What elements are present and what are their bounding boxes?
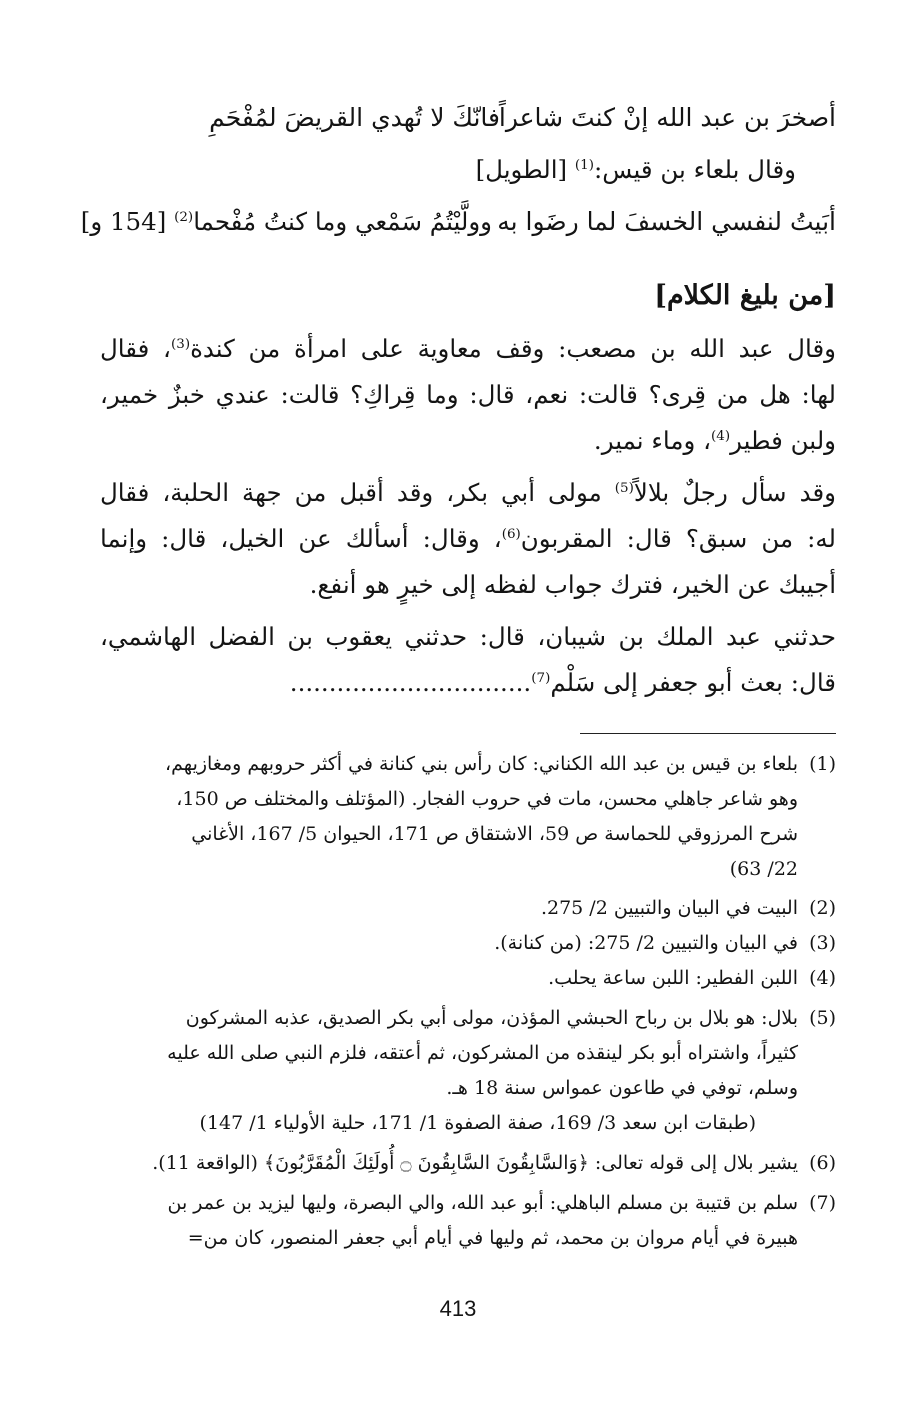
- paragraph-1-line-3-text: ولبن فطير: [730, 426, 836, 455]
- paragraph-3-line-1: حدثني عبد الملك بن شيبان، قال: حدثني يعقوب بن الفضل الهاشمي،: [100, 622, 836, 651]
- verse-2-second-hemistich: [81, 207, 492, 236]
- verse-1-second-hemistich: فانّكَ لا تُهدي القريضَ لمُفْحَمِ: [209, 103, 500, 132]
- verse-2-first-hemistich: أبَيتُ لنفسي الخسفَ لما رضَوا به: [497, 207, 836, 236]
- meter-label: [الطويل]: [475, 155, 568, 184]
- paragraph-2-line-2: [100, 524, 836, 553]
- paragraph-2-line-1-end: مولى أبي بكر، وقد أقبل من جهة الحلبة، فقال: [100, 478, 615, 507]
- paragraph-1-line-1-end: ، فقال: [100, 334, 171, 363]
- footnote-7-line-2: هبيرة في أيام مروان بن محمد، ثم وليها في أيام أبي جعفر المنصور، كان من=: [187, 1227, 798, 1249]
- footnote-ref-4[interactable]: (4): [711, 427, 731, 444]
- footnote-5-line-3: وسلم، توفي في طاعون عمواس سنة 18 هـ.: [446, 1077, 798, 1099]
- verse-2-second-hemistich-text: وولَّيْتُمُ سَمْعي وما كنتُ مُفْحما: [193, 207, 492, 236]
- footnote-5-number: (5): [809, 1007, 836, 1029]
- footnote-1-text: بلعاء بن قيس بن عبد الله الكناني: كان رأس بني كنانة في أكثر حروبهم ومغازيهم،: [165, 753, 798, 775]
- footnote-1-number: (1): [809, 753, 836, 775]
- footnote-7-line-1: [168, 1192, 836, 1214]
- footnote-3-text: في البيان والتبيين 2/ 275: (من كنانة).: [494, 932, 798, 954]
- footnote-2-number: (2): [809, 897, 836, 919]
- footnote-ref-7[interactable]: (7): [531, 669, 551, 686]
- section-heading: [من بليغ الكلام]: [654, 280, 836, 311]
- paragraph-2-line-2-end: ، وقال: أسألك عن الخيل، قال: وإنما: [100, 524, 502, 553]
- paragraph-2-line-2-text: له: من سبق؟ قال: المقربون: [520, 524, 837, 553]
- footnote-1-line-2: وهو شاعر جاهلي محسن، مات في حروب الفجار. (المؤتلف والمختلف ص 150،: [176, 788, 798, 810]
- verse-2-intro-text: وقال بلعاء بن قيس:: [594, 155, 796, 184]
- footnote-6: [152, 1152, 836, 1174]
- footnote-ref-1[interactable]: (1): [574, 156, 595, 173]
- footnote-5-line-2: كثيراً، واشتراه أبو بكر لينقذه من المشركون، ثم أعتقه، فلزم النبي صلى الله عليه: [167, 1042, 798, 1064]
- paragraph-1-line-3: [594, 426, 836, 455]
- paragraph-2-line-1: [100, 478, 836, 507]
- verse-1-first-hemistich: أصخرَ بن عبد الله إنْ كنتَ شاعراً: [498, 103, 836, 132]
- footnote-4: [548, 967, 836, 989]
- footnote-5-text: بلال: هو بلال بن رباح الحبشي المؤذن، مولى أبي بكر الصديق، عذبه المشركون: [185, 1007, 798, 1029]
- footnote-6-number: (6): [809, 1152, 836, 1174]
- footnote-4-number: (4): [809, 967, 836, 989]
- paragraph-3-line-2: [290, 668, 836, 697]
- paragraph-1-line-1: [100, 334, 836, 363]
- footnote-3-number: (3): [809, 932, 836, 954]
- page-number: 413: [439, 1296, 477, 1321]
- footnote-5-line-1: [186, 1007, 836, 1029]
- footnote-6-text: يشير بلال إلى قوله تعالى: ﴿وَالسَّابِقُونَ السَّابِقُونَ ۝ أُولَئِكَ الْمُقَرَّبُونَ﴾ (الواقعة 11).: [152, 1152, 798, 1174]
- footnote-1-line-1: [165, 753, 836, 775]
- footnote-1-line-3: شرح المرزوقي للحماسة ص 59، الاشتقاق ص 171، الحيوان 5/ 167، الأغاني: [191, 823, 798, 845]
- footnote-3: [494, 932, 836, 954]
- footnote-5-line-4: (طبقات ابن سعد 3/ 169، صفة الصفوة 1/ 171، حلية الأولياء 1/ 147): [199, 1112, 756, 1134]
- footnote-separator: [580, 733, 836, 734]
- footnote-2-text: البيت في البيان والتبيين 2/ 275.: [540, 897, 798, 919]
- footnote-1-line-4: 22/ 63): [729, 858, 798, 880]
- verse-2-intro: [476, 155, 796, 184]
- paragraph-1-line-1-text: وقال عبد الله بن مصعب: وقف معاوية على امرأة من كندة: [190, 334, 836, 363]
- folio-marker: [154 و]: [80, 207, 167, 236]
- paragraph-2-line-3: أجيبك عن الخير، فترك جواب لفظه إلى خيرٍ هو أنفع.: [309, 570, 836, 599]
- footnote-ref-3[interactable]: (3): [170, 335, 191, 352]
- footnote-7-text: سلم بن قتيبة بن مسلم الباهلي: أبو عبد الله، والي البصرة، وليها ليزيد بن عمر بن: [167, 1192, 798, 1214]
- paragraph-2-line-1-text: وقد سأل رجلٌ بلالاً: [633, 478, 836, 507]
- footnote-4-text: اللبن الفطير: اللبن ساعة يحلب.: [548, 967, 798, 989]
- paragraph-1-line-2: لها: هل من قِرى؟ قالت: نعم، قال: وما قِراكِ؟ قالت: عندي خبزٌ خمير،: [100, 380, 836, 409]
- paragraph-3-line-2-text: قال: بعث أبو جعفر إلى سَلْم: [550, 668, 836, 697]
- footnote-ref-5[interactable]: (5): [614, 479, 634, 496]
- paragraph-1-line-3-end: ، وماء نمير.: [593, 426, 712, 455]
- footnote-ref-2[interactable]: (2): [174, 208, 194, 225]
- footnote-ref-6[interactable]: (6): [501, 525, 521, 542]
- continuation-dots: ...............................: [289, 668, 532, 697]
- footnote-7-number: (7): [809, 1192, 836, 1214]
- footnote-2: [541, 897, 836, 919]
